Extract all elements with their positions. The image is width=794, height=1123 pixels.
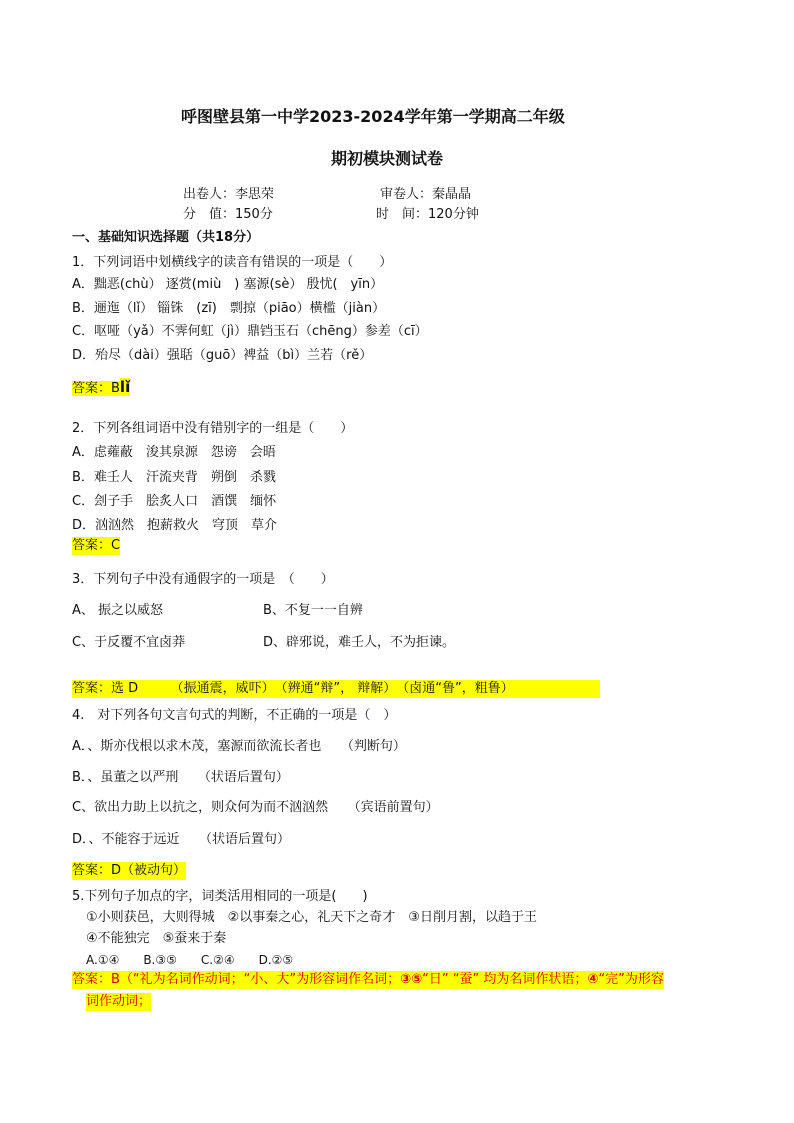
q5-answer-line2: 词作动词； bbox=[86, 994, 152, 1009]
section-heading: 一、基础知识选择题（共18分） bbox=[72, 230, 260, 245]
q5-answer-part3: “完”为形容 bbox=[598, 972, 664, 987]
q1-option-a: A．黜恶(chù） 逐赏(miù ) 塞源(sè） 殷忧( yīn） bbox=[72, 277, 384, 292]
q4-option-d: D．、不能容于远近 （状语后置句） bbox=[72, 832, 291, 847]
reviewer-label: 审卷人：秦晶晶 bbox=[380, 187, 472, 202]
q1-answer: 答案：B bbox=[72, 381, 120, 396]
q1-mark: lǐ bbox=[119, 378, 131, 396]
q3-option-a: A、 振之以威怒 bbox=[72, 603, 164, 618]
q5-answer-part2: “日” “蚕” 均为名词作状语； bbox=[422, 972, 588, 987]
q5-sentences-1: ①小则获邑，大则得城 ②以事秦之心，礼天下之奇才 ③日削月割，以趋于王 bbox=[86, 910, 537, 925]
time-label: 时 间：120分钟 bbox=[376, 207, 479, 222]
q3-answer: 答案：选 D （振通震，威吓） （辨通“辩”， 辩解） （卤通“鲁”，粗鲁） bbox=[72, 680, 600, 698]
q2-option-c: C．刽子手 脍炙人口 酒馔 缅怀 bbox=[72, 494, 277, 509]
author-label: 出卷人：李思荣 bbox=[183, 187, 275, 202]
q5-answer-circled-1: ③⑤ bbox=[400, 972, 423, 987]
q5-answer-line1 bbox=[72, 971, 664, 989]
exam-subtitle: 期初模块测试卷 bbox=[331, 149, 444, 168]
q5-answer-part1: 答案：B（“礼为名词作动词；“小、大”为形容词作名词； bbox=[72, 972, 401, 987]
q5-stem: 5.下列句子加点的字，词类活用相同的一项是( ) bbox=[72, 889, 368, 904]
q4-stem: 4. 对下列各句文言句式的判断，不正确的一项是（ ） bbox=[72, 708, 397, 723]
q2-option-b: B．难壬人 汗流夹背 朔倒 杀戮 bbox=[72, 470, 276, 485]
exam-title: 呼图壁县第一中学2023-2024学年第一学期高二年级 bbox=[181, 107, 565, 126]
q5-answer-circled-2: ④ bbox=[587, 972, 599, 987]
q2-stem: 2．下列各组词语中没有错别字的一组是（ ） bbox=[72, 421, 354, 436]
q4-option-a: A．、斯亦伐根以求木茂，塞源而欲流长者也 （判断句） bbox=[72, 739, 406, 754]
q5-sentences-2: ④不能独完 ⑤蚕来于秦 bbox=[86, 931, 227, 946]
q1-answer-row bbox=[72, 378, 130, 398]
q2-option-d: D．汹汹然 抱薪救火 穹顶 草介 bbox=[72, 518, 278, 533]
q2-option-a: A．虑蕹蔽 浚其泉源 怨谤 会晤 bbox=[72, 445, 276, 460]
q4-answer: 答案：D（被动句） bbox=[72, 863, 187, 878]
q1-stem: 1．下列词语中划横线字的读音有错误的一项是（ ） bbox=[72, 255, 393, 270]
q2-answer: 答案：C bbox=[72, 538, 121, 553]
q4-option-c: C、欲出力助上以抗之，则众何为而不汹汹然 （宾语前置句） bbox=[72, 800, 439, 815]
q3-stem: 3．下列句子中没有通假字的一项是 （ ） bbox=[72, 572, 334, 587]
q1-option-c: C．呕哑（yǎ）不霁何虹（jì）鼎铛玉石（chēng）参差（cī） bbox=[72, 324, 428, 339]
q1-option-b: B．逦迤（lǐ） 锱铢 (zī) 剽掠（piāo）横槛（jiàn） bbox=[72, 301, 386, 316]
q3-option-b: B、不复一一自辨 bbox=[263, 603, 363, 618]
q5-options: A.①④ B.③⑤ C.②④ D.②⑤ bbox=[86, 953, 294, 967]
score-label: 分 值：150分 bbox=[183, 207, 273, 222]
q3-option-d: D、辟邪说，难壬人，不为拒谏。 bbox=[263, 635, 456, 650]
q3-option-c: C、于反覆不宜卤莽 bbox=[72, 635, 186, 650]
q4-option-b: B．、虽董之以严刑 （状语后置句） bbox=[72, 770, 289, 785]
q1-option-d: D．殆尽（dài）强聒（guō）裨益（bì）兰若（rě） bbox=[72, 348, 373, 363]
